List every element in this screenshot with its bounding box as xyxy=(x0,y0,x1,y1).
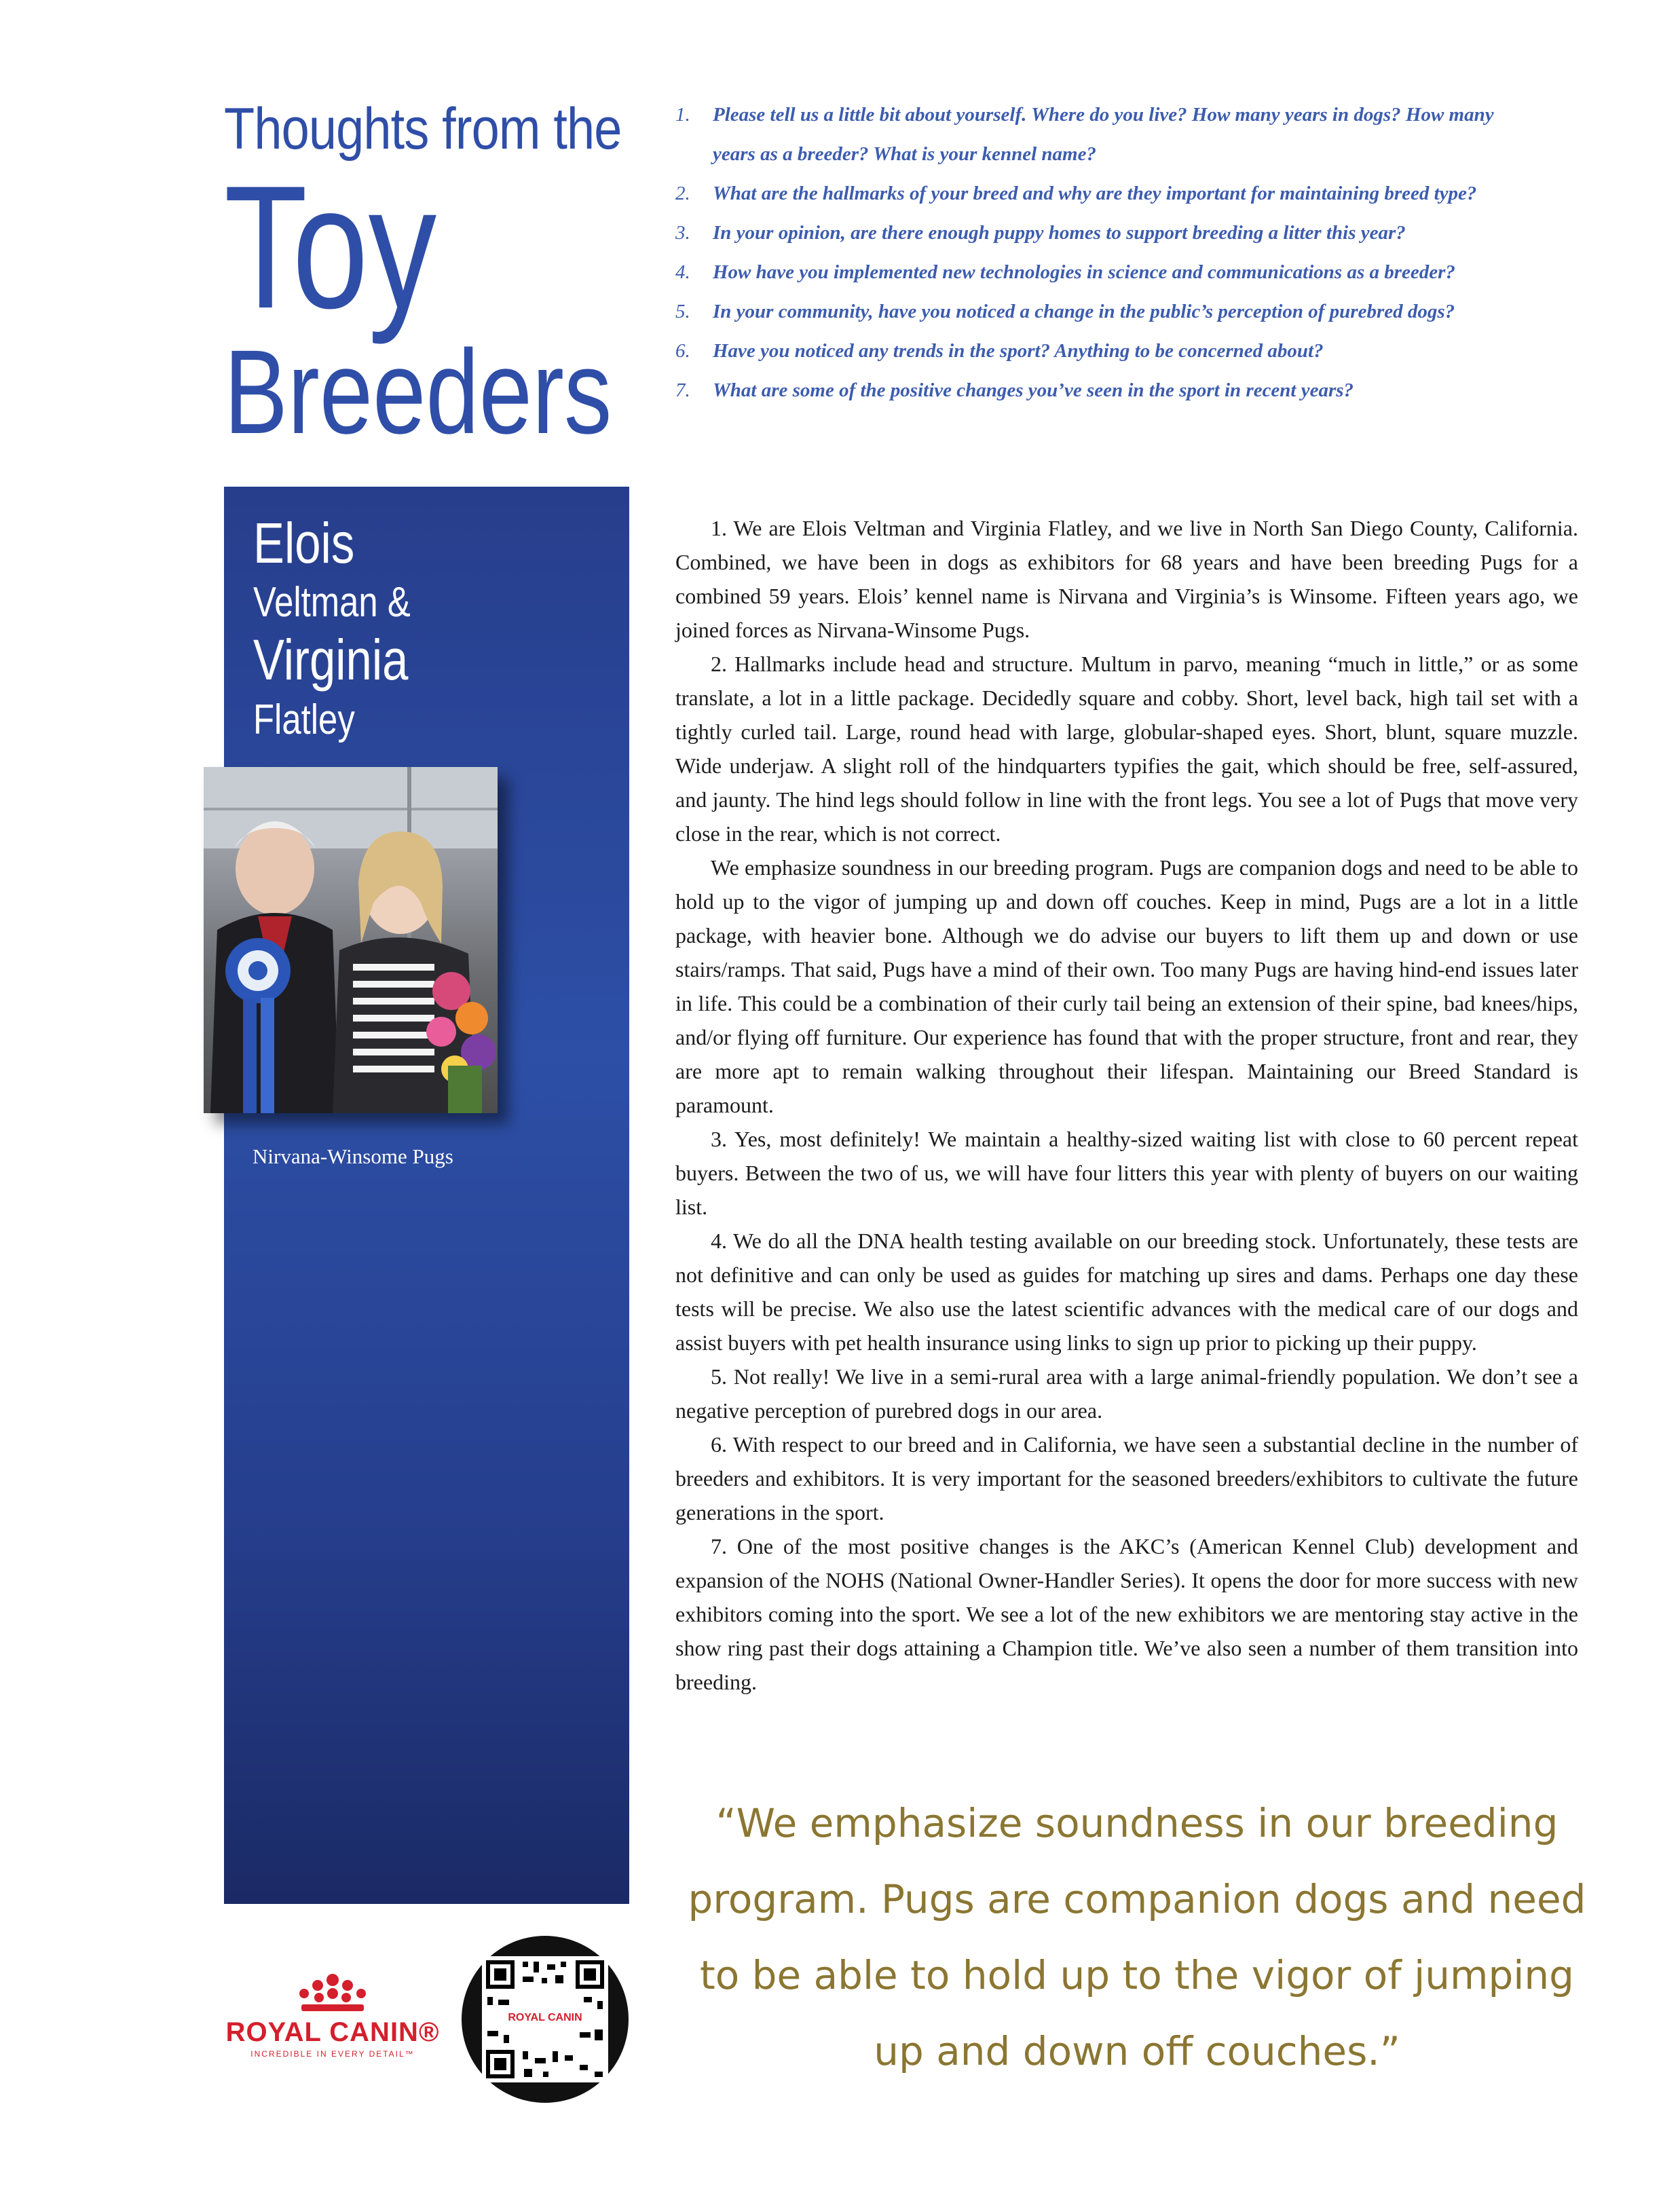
question-number: 2. xyxy=(675,183,690,204)
title-line-3: Breeders xyxy=(224,326,612,459)
question-number: 3. xyxy=(675,222,690,244)
question-text: What are the hallmarks of your breed and why are they important for maintaining breed type? xyxy=(713,183,1477,204)
crown-icon xyxy=(292,1972,373,2014)
answer-paragraph: 4. We do all the DNA health testing available on our breeding stock. Unfortunately, these tests are not definitive and can only be used as guides for matching up sires and dams. Perhaps one day these tests will be precise. We also use the latest scientific advances with the medical care of our dogs and assist buyers with pet health insurance using links to sign up prior to picking up their puppy. xyxy=(675,1229,1578,1355)
article-body xyxy=(675,511,1578,1699)
breeder-last-name-2: Flatley xyxy=(253,696,355,743)
title-line-1: Thoughts from the xyxy=(224,96,622,162)
answer-paragraph: 6. With respect to our breed and in California, we have seen a substantial decline in the number of breeders and exhibitors. It is very important for the seasoned breeders/exhibitors to cultivate the future generations in the sport. xyxy=(675,1432,1578,1524)
answer-paragraph: 2. Hallmarks include head and structure. Multum in parvo, meaning “much in little,” or as some translate, a lot in a little package. Decidedly square and cobby. Short, level back, high tail set with a tightly curled tail. Large, round head with large, globular-shaped eyes. Short, blunt, square muzzle. Wide underjaw. A slight roll of the hindquarters typifies the gait, which should be free, self-assured, and jaunty. The hind legs should follow in line with the front legs. You see a lot of Pugs that move very close in the rear, which is not correct. xyxy=(675,652,1578,846)
question-number: 6. xyxy=(675,340,690,362)
answer-paragraph: 5. Not really! We live in a semi-rural area with a large animal-friendly population. We don’t see a negative perception of purebred dogs in our area. xyxy=(675,1364,1578,1423)
question-item xyxy=(675,95,1599,174)
question-text: In your community, have you noticed a change in the public’s perception of purebred dogs? xyxy=(713,301,1455,322)
question-text: How have you implemented new technologies in science and communications as a breeder? xyxy=(713,261,1455,283)
question-text-line: years as a breeder? What is your kennel name? xyxy=(713,143,1096,165)
question-number: 7. xyxy=(675,379,690,401)
breeders-photo-illustration xyxy=(204,767,498,1113)
answer-paragraph: 1. We are Elois Veltman and Virginia Flatley, and we live in North San Diego County, California. Combined, we have been in dogs as exhibitors for 68 years and have been breeding Pugs for a combined 59 years. Elois’ kennel name is Nirvana and Virginia’s is Winsome. Fifteen years ago, we joined forces as Nirvana-Winsome Pugs. xyxy=(675,516,1578,642)
brand-name: ROYAL CANIN® xyxy=(225,2017,440,2047)
pull-quote: “We emphasize soundness in our breeding program. Pugs are companion dogs and need to be able to hold up to the vigor of jumping up and down off couches.” xyxy=(688,1800,1586,2074)
question-item xyxy=(675,331,1599,371)
page-title xyxy=(224,95,631,459)
qr-code[interactable] xyxy=(462,1936,629,2103)
breeder-first-name-1: Elois xyxy=(253,511,355,575)
title-line-2: Toy xyxy=(224,149,437,345)
qr-brand-text: ROYAL CANIN xyxy=(508,2012,582,2023)
question-item xyxy=(675,292,1599,331)
breeders-photo xyxy=(204,767,498,1113)
question-number: 1. xyxy=(675,104,690,126)
question-text: Have you noticed any trends in the sport? Anything to be concerned about? xyxy=(713,340,1324,362)
question-list xyxy=(675,95,1599,410)
question-item xyxy=(675,252,1599,292)
brand-tagline: INCREDIBLE IN EVERY DETAIL™ xyxy=(250,2049,415,2059)
breeder-last-name-1: Veltman & xyxy=(253,579,411,626)
question-item xyxy=(675,371,1599,410)
breeder-first-name-2: Virginia xyxy=(253,628,409,692)
question-text xyxy=(713,95,1599,174)
question-text: In your opinion, are there enough puppy homes to support breeding a litter this year? xyxy=(713,222,1406,244)
question-number: 5. xyxy=(675,301,690,322)
photo-caption: Nirvana-Winsome Pugs xyxy=(253,1144,453,1168)
answer-paragraph: We emphasize soundness in our breeding program. Pugs are companion dogs and need to be able to hold up to the vigor of jumping up and down off couches. Keep in mind, Pugs are a lot in a little package, with heavier bone. Although we do advise our buyers to lift them up and down or use stairs/ramps. That said, Pugs have a mind of their own. Too many Pugs are having hind-end issues later in life. This could be a combination of their curly tail being an extension of their spine, bad knees/hips, and/or flying off furniture. Our experience has found that with the proper structure, front and rear, they are more apt to remain walking throughout their lifespan. Maintaining our Breed Standard is paramount. xyxy=(675,855,1578,1117)
royal-canin-logo xyxy=(224,1972,441,2067)
question-item xyxy=(675,213,1599,252)
question-text: What are some of the positive changes you’ve seen in the sport in recent years? xyxy=(713,379,1354,401)
qr-code-pattern xyxy=(482,1956,608,2082)
answer-paragraph: 3. Yes, most definitely! We maintain a healthy-sized waiting list with close to 60 percent repeat buyers. Between the two of us, we will have four litters this year with plenty of buyers on our waiting list. xyxy=(675,1127,1578,1219)
answer-paragraph: 7. One of the most positive changes is the AKC’s (American Kennel Club) development and expansion of the NOHS (National Owner-Handler Series). It opens the door for more success with new exhibitors coming into the sport. We see a lot of the new exhibitors we are mentoring stay active in the show ring past their dogs attaining a Champion title. We’ve also seen a number of them transition into breeding. xyxy=(675,1534,1578,1694)
question-text-line: Please tell us a little bit about yourself. Where do you live? How many years in dogs? How many xyxy=(713,104,1494,126)
question-item xyxy=(675,174,1599,213)
question-number: 4. xyxy=(675,261,690,283)
